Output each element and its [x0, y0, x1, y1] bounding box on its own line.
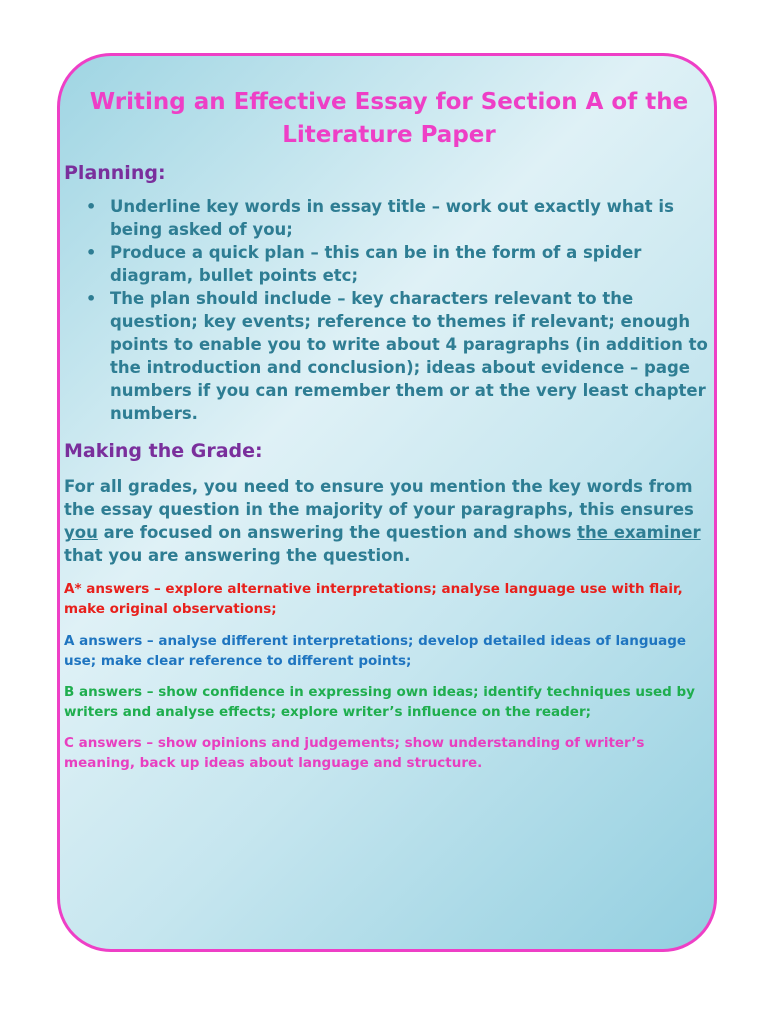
list-item — [64, 195, 714, 241]
grade-heading: Making the Grade: — [64, 440, 263, 462]
bullet-icon: • — [86, 243, 97, 262]
intro-text-3: that you are answering the question. — [64, 546, 411, 565]
list-item-text: The plan should include – key characters relevant to the question; key events; reference to themes if relevant; enough points to enable you to write about 4 paragraphs (in addition to the introduction and conclusion); ideas about evidence – page numbers if you can remember them or at the very least chapter numbers. — [110, 289, 708, 423]
list-item-text: Produce a quick plan – this can be in the form of a spider diagram, bullet points etc; — [110, 243, 642, 285]
intro-text-1: For all grades, you need to ensure you mention the key words from the essay question in the majority of your paragraphs, this ensures — [64, 477, 694, 519]
list-item — [64, 287, 714, 425]
bullet-icon: • — [86, 197, 97, 216]
grade-a-star-text: A* answers – explore alternative interpretations; analyse language use with flair, make original observations; — [64, 581, 683, 617]
planning-list — [64, 195, 714, 425]
intro-underline-you: you — [64, 523, 98, 542]
essay-guide-card — [57, 53, 717, 952]
grade-c-text: C answers – show opinions and judgements; show understanding of writer’s meaning, back up ideas about language and structure. — [64, 735, 645, 771]
list-item-text: Underline key words in essay title – work out exactly what is being asked of you; — [110, 197, 674, 239]
grade-b-text: B answers – show confidence in expressing own ideas; identify techniques used by writers and analyse effects; explore writer’s influence on the reader; — [64, 684, 695, 720]
list-item — [64, 241, 714, 287]
card-content — [64, 86, 714, 773]
grade-a-text: A answers – analyse different interpretations; develop detailed ideas of language use; make clear reference to different points; — [64, 633, 687, 669]
bullet-icon: • — [86, 289, 97, 308]
intro-text-2: are focused on answering the question and shows — [97, 523, 578, 542]
planning-heading: Planning: — [64, 162, 166, 184]
page-title: Writing an Effective Essay for Section A of the Literature Paper — [89, 89, 689, 148]
intro-underline-examiner: the examiner — [577, 523, 701, 542]
grade-intro — [64, 475, 714, 567]
